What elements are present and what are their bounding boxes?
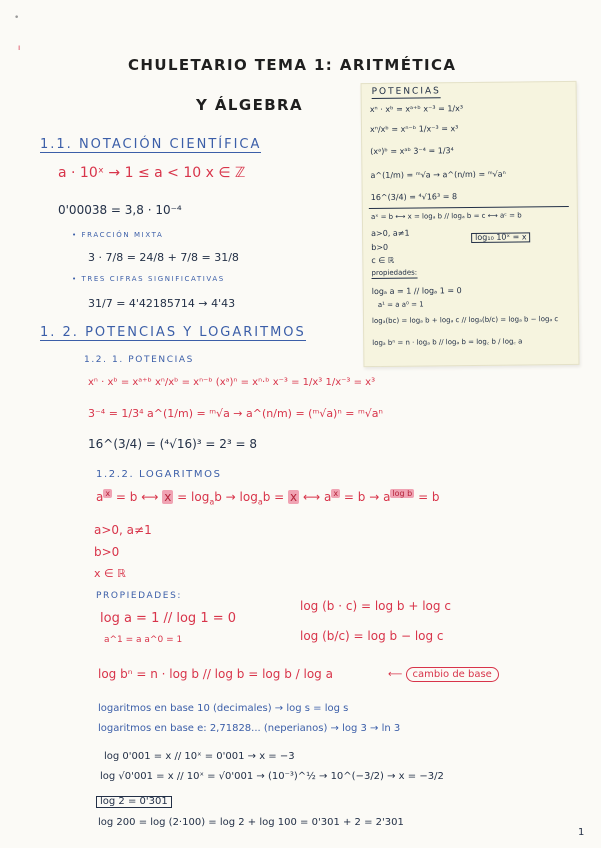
label: • TRES CIFRAS SIGNIFICATIVAS — [72, 275, 225, 283]
sticky-note — [361, 81, 580, 367]
note-line: a^(1/m) = ᵐ√a → a^(n/m) = ᵐ√aⁿ — [370, 169, 506, 181]
note-divider — [369, 206, 569, 209]
note-line: a¹ = a a⁰ = 1 — [377, 300, 424, 309]
note-line: aˣ = b ⟷ x = logₐ b // logₐ b = c ⟷ aᶜ = b — [370, 211, 522, 222]
log-def-text: b → log — [214, 490, 258, 504]
page-title-line1: CHULETARIO TEMA 1: ARITMÉTICA — [128, 56, 457, 74]
formula: xⁿ · xᵇ = xᵃ⁺ᵇ xⁿ/xᵇ = xⁿ⁻ᵇ (xᵃ)ⁿ = xⁿ·ᵇ x⁻³ = 1/x³ 1/x⁻³ = x³ — [88, 377, 376, 388]
highlight-exponent: log b — [392, 489, 413, 498]
log-def-text: = log — [173, 490, 210, 504]
log-definition — [96, 490, 440, 506]
highlight-mark: x — [290, 490, 298, 504]
note-line: logaritmos en base 10 (decimales) → log s = log s — [98, 703, 349, 714]
formula: log a = 1 // log 1 = 0 — [100, 611, 237, 626]
formula: a · 10ˣ → 1 ≤ a < 10 x ∈ ℤ — [58, 165, 246, 181]
note-line: a>0, a≠1 — [371, 228, 410, 239]
note-line: logₐ a = 1 // logₐ 1 = 0 — [371, 286, 462, 297]
log-def-text: ⟷ a — [299, 490, 332, 504]
note-line: 16^(3/4) = ⁴√16³ = 8 — [370, 192, 458, 203]
formula: a^1 = a a^0 = 1 — [104, 635, 183, 645]
log-def-text: a — [96, 490, 104, 504]
note-line: xⁿ · xᵇ = xᵃ⁺ᵇ x⁻³ = 1/x³ — [369, 104, 464, 115]
note-line: logaritmos en base e: 2,71828... (neperianos) → log 3 → ln 3 — [98, 723, 401, 734]
section-heading: 1.1. NOTACIÓN CIENTÍFICA — [40, 137, 262, 152]
note-title: POTENCIAS — [371, 86, 441, 98]
note-line: (xᵃ)ᵇ = xᵃᵇ 3⁻⁴ = 1/3⁴ — [370, 146, 454, 157]
example: log 0'001 = x // 10ˣ = 0'001 → x = −3 — [104, 751, 295, 762]
formula: 3 · 7/8 = 24/8 + 7/8 = 31/8 — [88, 251, 239, 264]
formula: 16^(3/4) = (⁴√16)³ = 2³ = 8 — [88, 437, 258, 451]
condition: x ∈ ℝ — [94, 567, 126, 580]
note-line: propiedades: — [371, 268, 418, 278]
subsection-heading: 1.2.2. LOGARITMOS — [96, 469, 222, 480]
formula: log (b · c) = log b + log c — [300, 599, 451, 613]
change-of-base-label: cambio de base — [406, 667, 499, 682]
page-number: 1 — [578, 827, 585, 838]
log-base: a — [209, 497, 215, 507]
annotation — [388, 670, 499, 680]
condition: a>0, a≠1 — [94, 523, 152, 537]
note-line: logₐ bⁿ = n · logₐ b // logₐ b = log꜀ b / log꜀ a — [372, 337, 523, 348]
formula: log bⁿ = n · log b // log b = log b / log a — [98, 667, 333, 681]
highlight-mark: x — [333, 489, 339, 498]
note-boxed-line: log₁₀ 10ˣ = x — [471, 232, 531, 243]
log-base: a — [257, 497, 263, 507]
formula: 31/7 = 4'42185714 → 4'43 — [88, 297, 236, 310]
page-title-line2: Y ÁLGEBRA — [196, 96, 304, 114]
label: PROPIEDADES: — [96, 591, 183, 601]
corner-mark: • — [14, 13, 20, 23]
example: log √0'001 = x // 10ˣ = √0'001 → (10⁻³)^½ → 10^(−3/2) → x = −3/2 — [100, 771, 444, 782]
formula: log (b/c) = log b − log c — [300, 629, 444, 643]
note-line: logₐ(bc) = logₐ b + logₐ c // logₐ(b/c) = logₐ b − logₐ c — [371, 315, 559, 326]
log-def-text: = b → a — [340, 490, 391, 504]
section-heading: 1. 2. POTENCIAS Y LOGARITMOS — [40, 325, 306, 340]
log-def-text: = b — [414, 490, 440, 504]
example: log 200 = log (2·100) = log 2 + log 100 = 0'301 + 2 = 2'301 — [98, 817, 404, 828]
formula: 3⁻⁴ = 1/3⁴ a^(1/m) = ᵐ√a → a^(n/m) = (ᵐ√a)ⁿ = ᵐ√aⁿ — [88, 407, 383, 420]
highlight-mark: x — [105, 489, 111, 498]
note-line: b>0 — [371, 242, 389, 253]
arrow-icon: ⟵ — [388, 669, 403, 680]
log-def-text: b = — [262, 490, 289, 504]
corner-mark-red: ı — [18, 43, 21, 52]
note-line: xⁿ/xᵇ = xⁿ⁻ᵇ 1/x⁻³ = x³ — [369, 124, 459, 135]
formula: 0'00038 = 3,8 · 10⁻⁴ — [58, 203, 182, 217]
condition: b>0 — [94, 545, 120, 559]
subsection-heading: 1.2. 1. POTENCIAS — [84, 355, 194, 365]
boxed-example: log 2 = 0'301 — [96, 796, 172, 808]
note-line: c ∈ ℝ — [371, 255, 395, 266]
log-def-text: = b ⟷ — [112, 490, 163, 504]
label: • FRACCIÓN MIXTA — [72, 231, 164, 239]
highlight-mark: x — [164, 490, 172, 504]
